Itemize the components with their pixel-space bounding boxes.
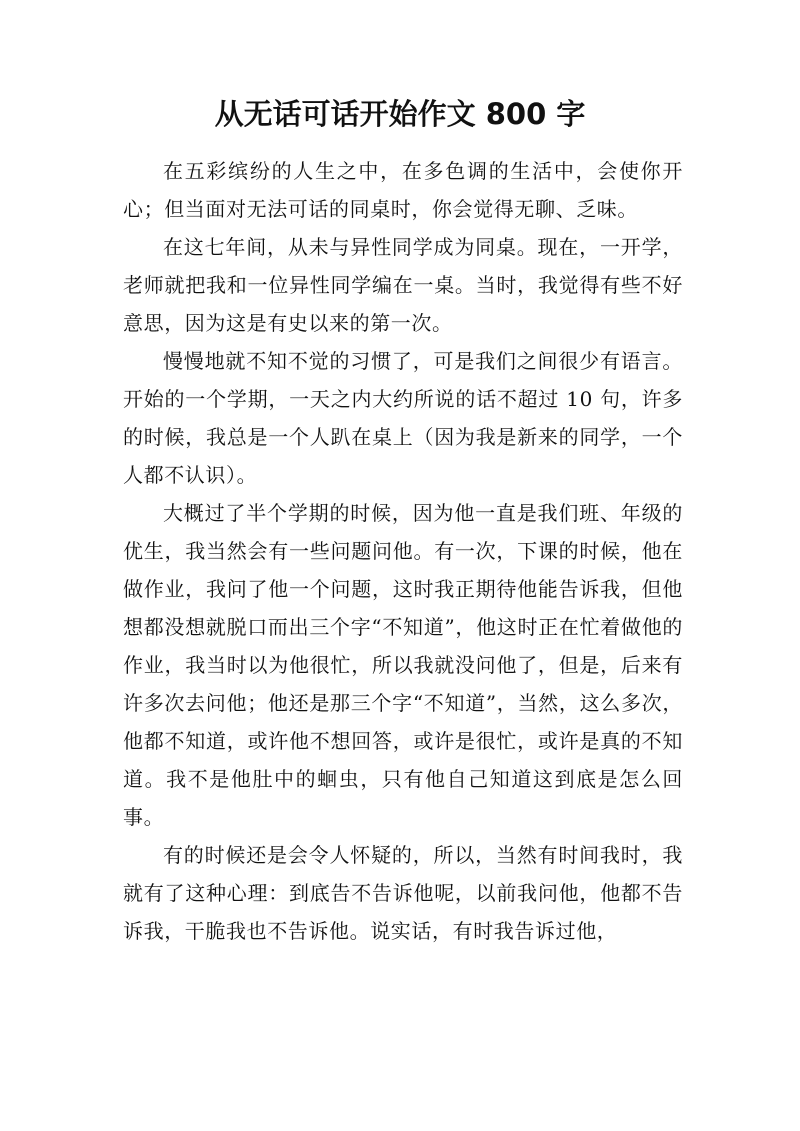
paragraph: 在五彩缤纷的人生之中，在多色调的生活中，会使你开心；但当面对无法可话的同桌时，你会觉得无聊、乏味。 (123, 159, 683, 221)
paragraph: 大概过了半个学期的时候，因为他一直是我们班、年级的优生，我当然会有一些问题问他。有一次，下课的时候，他在做作业，我问了他一个问题，这时我正期待他能告诉我，但他想都没想就脱口而出三个字“不知道”，他这时正在忙着做他的作业，我当时以为他很忙，所以我就没问他了，但是，后来有许多次去问他；他还是那三个字“不知道”，当然，这么多次，他都不知道，或许他不想回答，或许是很忙，或许是真的不知道。我不是他肚中的蛔虫，只有他自己知道这到底是怎么回事。 (123, 501, 683, 829)
paragraph: 慢慢地就不知不觉的习惯了，可是我们之间很少有语言。开始的一个学期，一天之内大约所说的话不超过 10 句，许多的时候，我总是一个人趴在桌上（因为我是新来的同学，一个人都不认识）。 (123, 349, 683, 487)
paragraph: 在这七年间，从未与异性同学成为同桌。现在，一开学，老师就把我和一位异性同学编在一桌。当时，我觉得有些不好意思，因为这是有史以来的第一次。 (123, 235, 683, 335)
document-body (123, 152, 683, 950)
paragraph: 有的时候还是会令人怀疑的，所以，当然有时间我时，我就有了这种心理：到底告不告诉他呢，以前我问他，他都不告诉我，干脆我也不告诉他。说实话，有时我告诉过他， (123, 843, 683, 943)
document-title: 从无话可话开始作文 800 字 (214, 97, 586, 131)
